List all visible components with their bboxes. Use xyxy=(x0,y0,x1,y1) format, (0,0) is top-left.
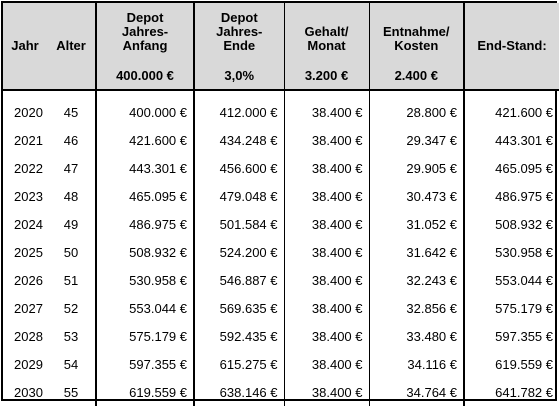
cell-alter: 53 xyxy=(63,328,79,344)
cell-gehalt: 38.400 € xyxy=(284,266,369,294)
cell-alter: 46 xyxy=(63,132,79,148)
cell-jahr: 2027 xyxy=(14,300,43,316)
cell-depot-ende: 456.600 € xyxy=(194,154,284,182)
table-row xyxy=(3,126,559,154)
header-jahr xyxy=(3,3,47,90)
cell-endstand: 465.095 € xyxy=(464,154,559,182)
table-row xyxy=(3,266,559,294)
cell-depot-anfang: 508.932 € xyxy=(96,238,194,266)
header-gehalt-value: 3.200 € xyxy=(304,68,349,83)
cell-endstand: 553.044 € xyxy=(464,266,559,294)
cell-depot-ende: 412.000 € xyxy=(194,98,284,126)
cell-gehalt: 38.400 € xyxy=(284,126,369,154)
cell-jahr: 2020 xyxy=(14,104,43,120)
table-row xyxy=(3,350,559,378)
cell-gehalt: 38.400 € xyxy=(284,238,369,266)
cell-jahr: 2029 xyxy=(14,356,43,372)
header-depot-anfang xyxy=(96,3,194,90)
header-depot-anfang-label: Depot Jahres- Anfang xyxy=(121,10,169,53)
cell-entnahme: 29.347 € xyxy=(369,126,464,154)
cell-alter: 47 xyxy=(63,160,79,176)
cell-alter: 54 xyxy=(63,356,79,372)
cell-jahr: 2025 xyxy=(14,244,43,260)
cell-depot-anfang: 421.600 € xyxy=(96,126,194,154)
cell-depot-anfang: 619.559 € xyxy=(96,378,194,406)
cell-endstand: 508.932 € xyxy=(464,210,559,238)
cell-entnahme: 30.473 € xyxy=(369,182,464,210)
header-depot-ende xyxy=(194,3,284,90)
header-jahr-label: Jahr xyxy=(11,38,39,53)
cell-entnahme: 28.800 € xyxy=(369,98,464,126)
cell-entnahme: 33.480 € xyxy=(369,322,464,350)
cell-gehalt: 38.400 € xyxy=(284,322,369,350)
header-entnahme-label: Entnahme/ Kosten xyxy=(383,24,450,53)
cell-depot-anfang: 553.044 € xyxy=(96,294,194,322)
cell-entnahme: 34.764 € xyxy=(369,378,464,406)
cell-jahr: 2030 xyxy=(14,384,43,400)
cell-jahr: 2021 xyxy=(14,132,43,148)
cell-endstand: 530.958 € xyxy=(464,238,559,266)
spacer-row xyxy=(3,90,559,98)
cell-alter: 49 xyxy=(63,216,79,232)
cell-gehalt: 38.400 € xyxy=(284,378,369,406)
cell-depot-ende: 569.635 € xyxy=(194,294,284,322)
header-depot-anfang-value: 400.000 € xyxy=(116,68,174,83)
cell-jahr: 2022 xyxy=(14,160,43,176)
cell-endstand: 486.975 € xyxy=(464,182,559,210)
depot-table-sheet xyxy=(1,1,557,401)
cell-depot-ende: 479.048 € xyxy=(194,182,284,210)
header-alter-label: Alter xyxy=(56,38,86,53)
cell-endstand: 619.559 € xyxy=(464,350,559,378)
cell-entnahme: 32.856 € xyxy=(369,294,464,322)
cell-depot-ende: 592.435 € xyxy=(194,322,284,350)
table-row xyxy=(3,322,559,350)
cell-alter: 45 xyxy=(63,104,79,120)
header-gehalt-label: Gehalt/ Monat xyxy=(304,24,349,53)
header-entnahme-value: 2.400 € xyxy=(394,68,438,83)
cell-entnahme: 34.116 € xyxy=(369,350,464,378)
cell-gehalt: 38.400 € xyxy=(284,210,369,238)
cell-alter: 52 xyxy=(63,300,79,316)
cell-depot-anfang: 400.000 € xyxy=(96,98,194,126)
table-row xyxy=(3,378,559,406)
cell-endstand: 421.600 € xyxy=(464,98,559,126)
table-row xyxy=(3,294,559,322)
depot-table xyxy=(3,3,559,406)
table-row xyxy=(3,210,559,238)
cell-endstand: 597.355 € xyxy=(464,322,559,350)
header-depot-ende-rate: 3,0% xyxy=(224,68,255,83)
cell-gehalt: 38.400 € xyxy=(284,182,369,210)
cell-endstand: 641.782 € xyxy=(464,378,559,406)
header-row xyxy=(3,3,559,90)
table-row xyxy=(3,238,559,266)
cell-gehalt: 38.400 € xyxy=(284,350,369,378)
cell-depot-anfang: 465.095 € xyxy=(96,182,194,210)
table-row xyxy=(3,182,559,210)
cell-jahr: 2026 xyxy=(14,272,43,288)
cell-depot-ende: 501.584 € xyxy=(194,210,284,238)
cell-gehalt: 38.400 € xyxy=(284,98,369,126)
cell-gehalt: 38.400 € xyxy=(284,294,369,322)
cell-depot-ende: 524.200 € xyxy=(194,238,284,266)
cell-depot-ende: 638.146 € xyxy=(194,378,284,406)
cell-depot-ende: 434.248 € xyxy=(194,126,284,154)
cell-depot-ende: 546.887 € xyxy=(194,266,284,294)
cell-endstand: 575.179 € xyxy=(464,294,559,322)
cell-entnahme: 31.052 € xyxy=(369,210,464,238)
header-entnahme xyxy=(369,3,464,90)
cell-jahr: 2023 xyxy=(14,188,43,204)
header-endstand-label: End-Stand: xyxy=(477,38,547,53)
header-endstand xyxy=(464,3,559,90)
cell-depot-anfang: 597.355 € xyxy=(96,350,194,378)
cell-entnahme: 32.243 € xyxy=(369,266,464,294)
cell-entnahme: 29.905 € xyxy=(369,154,464,182)
cell-depot-anfang: 575.179 € xyxy=(96,322,194,350)
cell-depot-anfang: 443.301 € xyxy=(96,154,194,182)
cell-entnahme: 31.642 € xyxy=(369,238,464,266)
cell-depot-ende: 615.275 € xyxy=(194,350,284,378)
table-row xyxy=(3,154,559,182)
cell-alter: 51 xyxy=(63,272,79,288)
table-body xyxy=(3,90,559,406)
cell-alter: 55 xyxy=(63,384,79,400)
cell-jahr: 2024 xyxy=(14,216,43,232)
cell-gehalt: 38.400 € xyxy=(284,154,369,182)
cell-alter: 50 xyxy=(63,244,79,260)
table-row xyxy=(3,98,559,126)
header-gehalt xyxy=(284,3,369,90)
header-alter xyxy=(47,3,96,90)
cell-depot-anfang: 486.975 € xyxy=(96,210,194,238)
cell-jahr: 2028 xyxy=(14,328,43,344)
header-depot-ende-label: Depot Jahres- Ende xyxy=(216,10,263,53)
cell-endstand: 443.301 € xyxy=(464,126,559,154)
cell-alter: 48 xyxy=(63,188,79,204)
cell-depot-anfang: 530.958 € xyxy=(96,266,194,294)
